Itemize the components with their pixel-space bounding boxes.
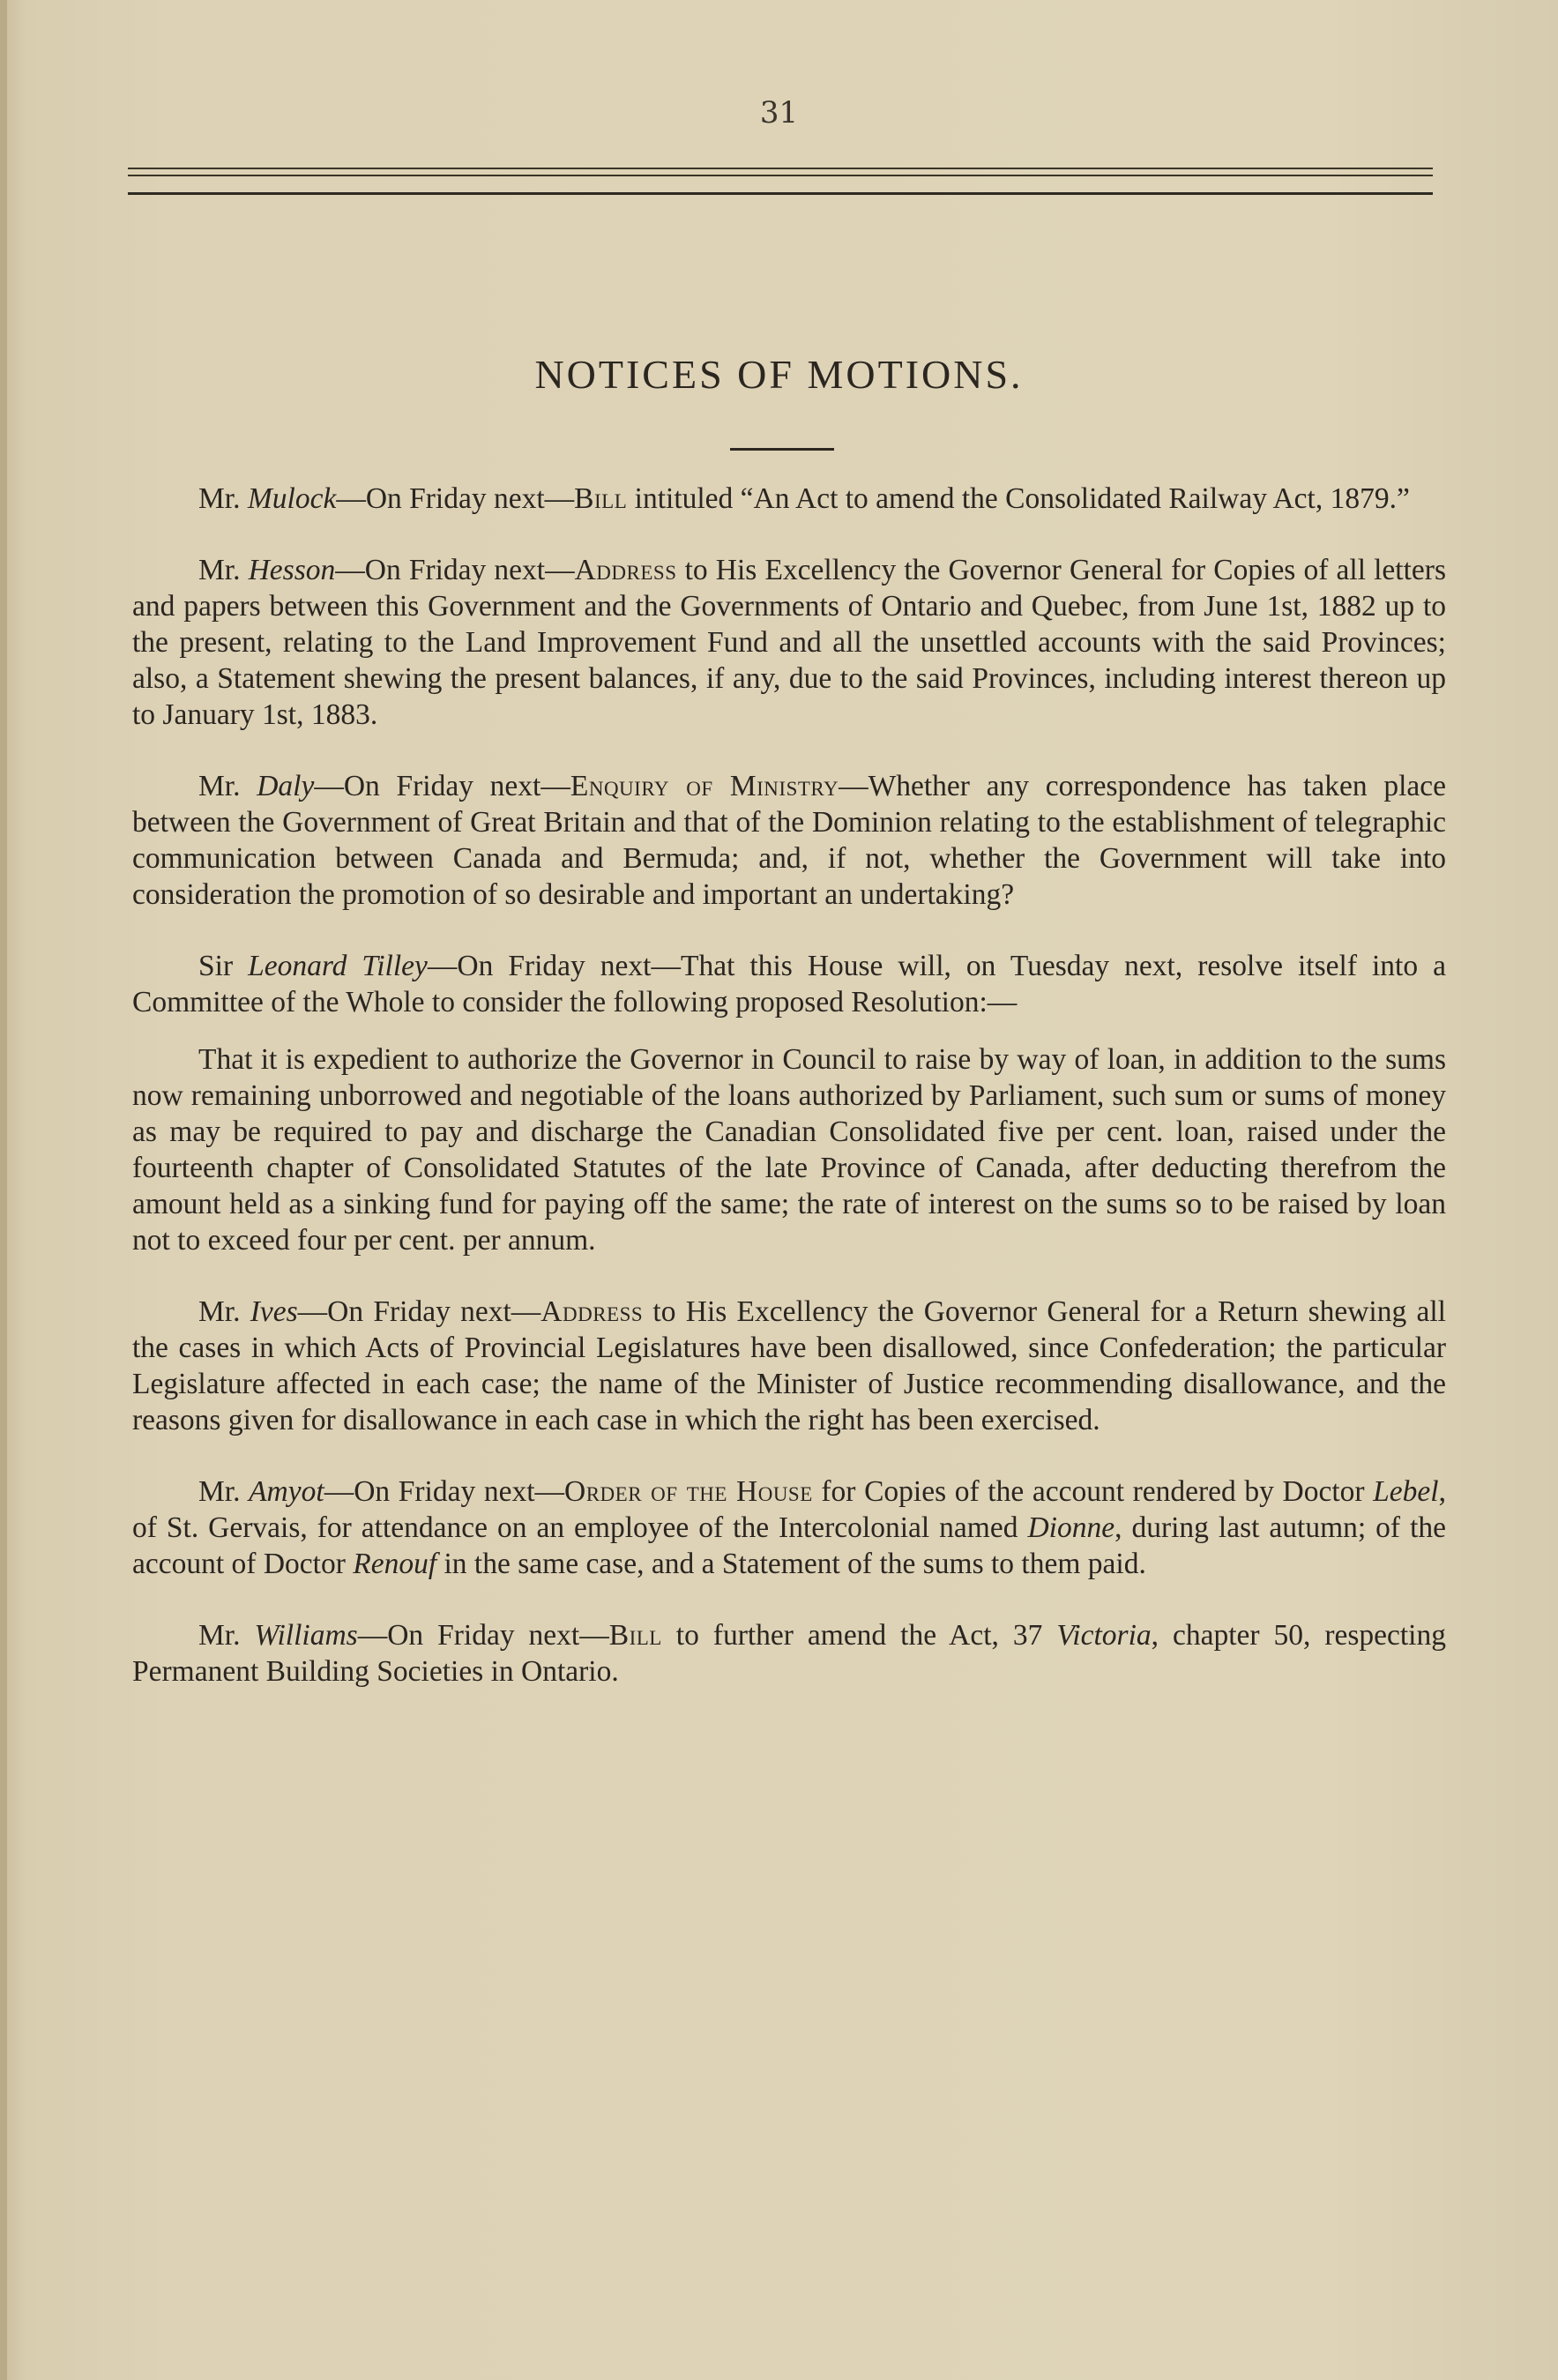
motion-prefix: Mr. (198, 770, 257, 802)
motion-dash: —On Friday next— (336, 482, 575, 515)
page-title: NOTICES OF MOTIONS. (534, 352, 1024, 397)
motion-williams (132, 1617, 1446, 1690)
motion-member: Hesson (248, 554, 336, 586)
statute-name: Victoria (1056, 1619, 1152, 1652)
motion-kind: Bill (608, 1619, 662, 1652)
header-rule (128, 175, 1433, 176)
header-rule (128, 168, 1433, 169)
motion-prefix: Mr. (198, 1295, 250, 1328)
motion-dash: —On Friday next— (314, 770, 570, 802)
motion-prefix: Sir (198, 950, 249, 982)
motion-amyot (132, 1474, 1446, 1582)
motion-member: Amyot (249, 1475, 324, 1508)
motion-member: Ives (250, 1295, 298, 1328)
motion-mulock (132, 481, 1446, 517)
person-name: Renouf (353, 1548, 437, 1580)
motion-kind: Address (574, 554, 677, 586)
motion-prefix: Mr. (198, 1619, 255, 1652)
motion-kind: Order of the House (564, 1475, 813, 1508)
title-rule (730, 448, 834, 451)
motion-text: That this House will, on Tuesday next, resolve itself into a Committee of the Whole to consider the following proposed Resolution:— (132, 950, 1446, 1018)
motion-kind: Bill (574, 482, 628, 515)
motion-dash: —On Friday next— (335, 554, 575, 586)
motion-text: to His Excellency the Governor General for Copies of all letters and papers between this Government and the Governments of Ontario and Quebec, from June 1st, 1882 up to the present, relating to the Land Improvement Fund and all the unsettled accounts with the said Provinces; also, a Statement shewing the present balances, if any, due to the said Provinces, including interest thereon up to January 1st, 1883. (132, 554, 1446, 731)
motion-dash: —On Friday next— (357, 1619, 609, 1652)
motion-member: Daly (257, 770, 315, 802)
motion-daly (132, 768, 1446, 913)
motion-dash: —On Friday next— (297, 1295, 541, 1328)
motion-member: Leonard Tilley (248, 950, 428, 982)
person-name: Dionne (1027, 1511, 1115, 1544)
motion-text: , of St. Gervais, for attendance on an employee of the Intercolonial named (132, 1475, 1446, 1544)
motion-text: intituled “An Act to amend the Consolidated Railway Act, 1879.” (627, 482, 1410, 515)
motion-prefix: Mr. (198, 1475, 250, 1508)
motion-member: Mulock (247, 482, 337, 515)
page-number: 31 (759, 95, 799, 131)
motion-hesson (132, 552, 1446, 733)
motion-text: , during last autumn; of the account of Doctor (132, 1511, 1446, 1580)
motions-list (132, 481, 1446, 1725)
motion-kind: Enquiry of Ministry (570, 770, 839, 802)
motion-member: Williams (254, 1619, 358, 1652)
motion-text: , chapter 50, respecting Permanent Building Societies in Ontario. (132, 1619, 1446, 1688)
motion-prefix: Mr. (198, 482, 248, 515)
motion-tilley (132, 948, 1446, 1020)
header-rule (128, 192, 1433, 195)
motion-text: in the same case, and a Statement of the sums to them paid. (436, 1548, 1146, 1580)
motion-dash: —On Friday next— (324, 1475, 565, 1508)
motion-prefix: Mr. (198, 554, 249, 586)
motion-text: for Copies of the account rendered by Doctor (812, 1475, 1374, 1508)
motion-dash: —On Friday next— (427, 950, 681, 982)
person-name: Lebel (1373, 1475, 1439, 1508)
motion-kind: Address (540, 1295, 644, 1328)
motion-text: to further amend the Act, 37 (661, 1619, 1057, 1652)
motion-text: —Whether any correspondence has taken place between the Government of Great Britain and that of the Dominion relating to the establishment of telegraphic communication between Canada and Bermuda; and, if not, whether the Government will take into consideration the promotion of so desirable and important an undertaking? (132, 770, 1446, 911)
resolution-body: That it is expedient to authorize the Governor in Council to raise by way of loan, in addition to the sums now remaining unborrowed and negotiable of the loans authorized by Parliament, such sum or sums of money as may be required to pay and discharge the Canadian Consolidated five per cent. loan, raised under the fourteenth chapter of Consolidated Statutes of the late Province of Canada, after deducting therefrom the amount held as a sinking fund for paying off the same; the rate of interest on the sums so to be raised by loan not to exceed four per cent. per annum. (132, 1043, 1446, 1257)
motion-text: to His Excellency the Governor General for a Return shewing all the cases in which Acts of Provincial Legislatures have been disallowed, since Confederation; the particular Legislature affected in each case; the name of the Minister of Justice recommending disallowance, and the reasons given for disallowance in each case in which the right has been exercised. (132, 1295, 1446, 1436)
motion-ives (132, 1294, 1446, 1438)
